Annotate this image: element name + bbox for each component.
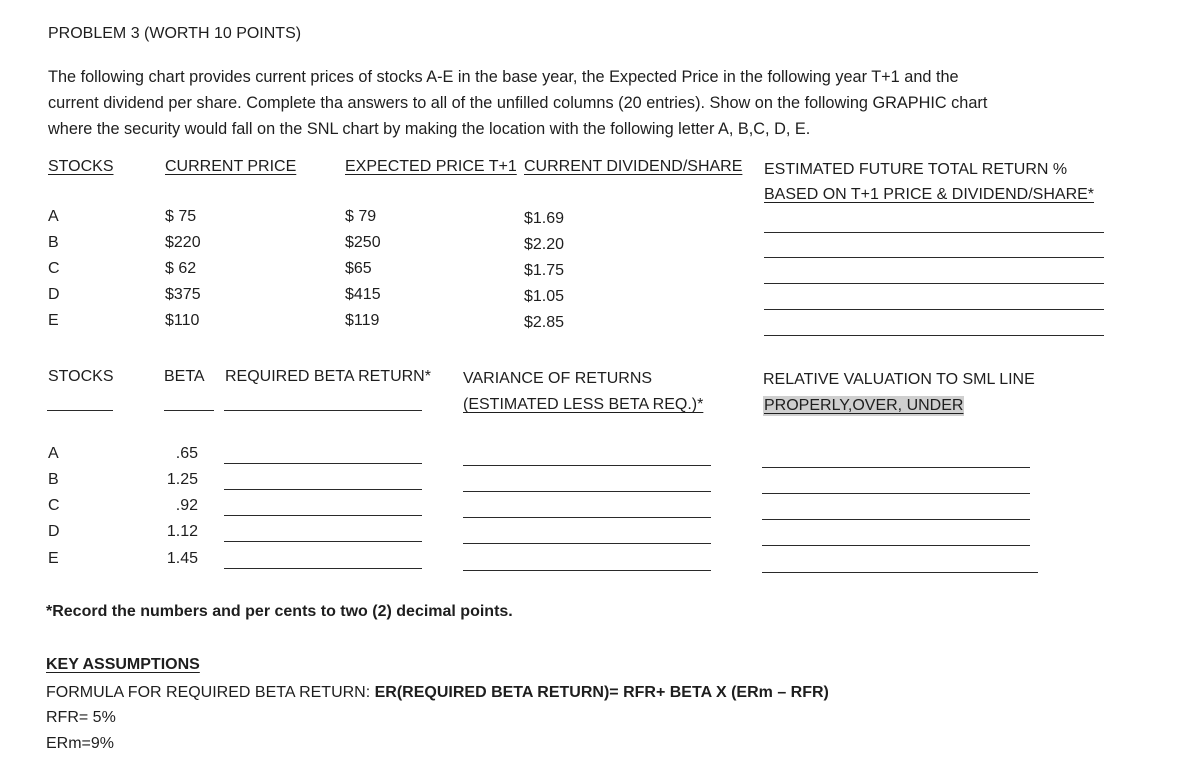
intro-line-2: current dividend per share. Complete tha answers to all of the unfilled columns (20 entries). Show on the following GRAPHIC chart xyxy=(48,94,988,112)
t2-row-c-beta: .92 xyxy=(175,497,198,514)
t2-row-d-stock: D xyxy=(48,523,60,540)
t1-answer-blank xyxy=(764,283,1104,284)
t1-answer-blank xyxy=(764,232,1104,233)
t1-row-a-dividend: $1.69 xyxy=(524,210,565,227)
t2-variance-blank xyxy=(463,517,711,518)
intro-line-3: where the security would fall on the SNL chart by making the location with the following letter A, B,C, D, E. xyxy=(48,120,811,138)
formula-label: FORMULA FOR REQUIRED BETA RETURN: xyxy=(46,684,375,701)
t2-row-c-stock: C xyxy=(48,497,60,514)
t2-header-rule xyxy=(47,410,113,411)
t2-relative-blank xyxy=(762,519,1030,520)
t1-header-expected-price: EXPECTED PRICE T+1 xyxy=(345,158,517,175)
formula-expression: ER(REQUIRED BETA RETURN)= RFR+ BETA X (ERm – RFR) xyxy=(374,684,829,701)
t1-row-c-stock: C xyxy=(48,260,60,277)
t1-header-estimated-return: ESTIMATED FUTURE TOTAL RETURN % xyxy=(764,161,1068,178)
t1-row-a-current: $ 75 xyxy=(165,208,197,225)
t1-row-e-expected: $119 xyxy=(345,312,380,329)
t1-header-stocks: STOCKS xyxy=(48,158,114,175)
t2-row-b-beta: 1.25 xyxy=(166,471,198,488)
t2-relative-blank xyxy=(762,545,1030,546)
t1-row-d-dividend: $1.05 xyxy=(524,288,565,305)
t2-header-rule xyxy=(224,410,422,411)
erm-value: ERm=9% xyxy=(46,735,115,752)
t2-required-blank xyxy=(224,541,422,542)
t2-header-required: REQUIRED BETA RETURN* xyxy=(225,368,431,385)
t2-row-d-beta: 1.12 xyxy=(166,523,198,540)
t1-answer-blank xyxy=(764,257,1104,258)
t2-header-relative-options: PROPERLY,OVER, UNDER xyxy=(764,397,964,414)
t1-header-estimated-return-basis: BASED ON T+1 PRICE & DIVIDEND/SHARE* xyxy=(764,186,1095,203)
t2-header-relative: RELATIVE VALUATION TO SML LINE xyxy=(763,371,1035,388)
t2-header-variance: VARIANCE OF RETURNS xyxy=(463,370,653,387)
t2-header-stocks: STOCKS xyxy=(48,368,114,385)
t1-row-e-dividend: $2.85 xyxy=(524,314,565,331)
t1-row-d-current: $375 xyxy=(165,286,201,303)
t1-row-b-expected: $250 xyxy=(345,234,381,251)
t2-variance-blank xyxy=(463,543,711,544)
t2-header-variance-note: (ESTIMATED LESS BETA REQ.)* xyxy=(463,396,704,413)
t2-variance-blank xyxy=(463,465,711,466)
t2-required-blank xyxy=(224,568,422,569)
t1-row-c-expected: $65 xyxy=(345,260,372,277)
t2-row-e-beta: 1.45 xyxy=(166,550,198,567)
t2-row-e-stock: E xyxy=(48,550,59,567)
t2-relative-blank xyxy=(762,572,1038,573)
t2-relative-blank xyxy=(762,467,1030,468)
t1-row-d-expected: $415 xyxy=(345,286,381,303)
t2-variance-blank xyxy=(463,491,711,492)
t2-row-a-stock: A xyxy=(48,445,59,462)
formula-line xyxy=(46,683,829,703)
t1-answer-blank xyxy=(764,309,1104,310)
rounding-note: *Record the numbers and per cents to two (2) decimal points. xyxy=(46,603,513,620)
t1-answer-blank xyxy=(764,335,1104,336)
t1-row-b-current: $220 xyxy=(165,234,201,251)
t1-row-c-dividend: $1.75 xyxy=(524,262,565,279)
rfr-value: RFR= 5% xyxy=(46,709,116,726)
t1-row-e-current: $110 xyxy=(165,312,200,329)
t2-header-rule xyxy=(164,410,214,411)
problem-title: PROBLEM 3 (WORTH 10 POINTS) xyxy=(48,25,302,42)
t2-header-beta: BETA xyxy=(164,368,205,385)
t1-row-e-stock: E xyxy=(48,312,59,329)
t2-required-blank xyxy=(224,515,422,516)
t1-header-current-price: CURRENT PRICE xyxy=(165,158,297,175)
t1-header-current-dividend: CURRENT DIVIDEND/SHARE xyxy=(524,158,743,175)
t2-row-b-stock: B xyxy=(48,471,59,488)
t2-relative-blank xyxy=(762,493,1030,494)
t1-row-c-current: $ 62 xyxy=(165,260,197,277)
intro-line-1: The following chart provides current prices of stocks A-E in the base year, the Expected Price in the following year T+1 and the xyxy=(48,68,959,86)
key-assumptions-heading: KEY ASSUMPTIONS xyxy=(46,656,200,673)
t1-row-a-stock: A xyxy=(48,208,59,225)
t2-row-a-beta: .65 xyxy=(175,445,198,462)
t1-row-d-stock: D xyxy=(48,286,60,303)
t2-required-blank xyxy=(224,463,422,464)
t1-row-a-expected: $ 79 xyxy=(345,208,377,225)
t2-variance-blank xyxy=(463,570,711,571)
t2-required-blank xyxy=(224,489,422,490)
t1-row-b-dividend: $2.20 xyxy=(524,236,565,253)
t1-row-b-stock: B xyxy=(48,234,59,251)
